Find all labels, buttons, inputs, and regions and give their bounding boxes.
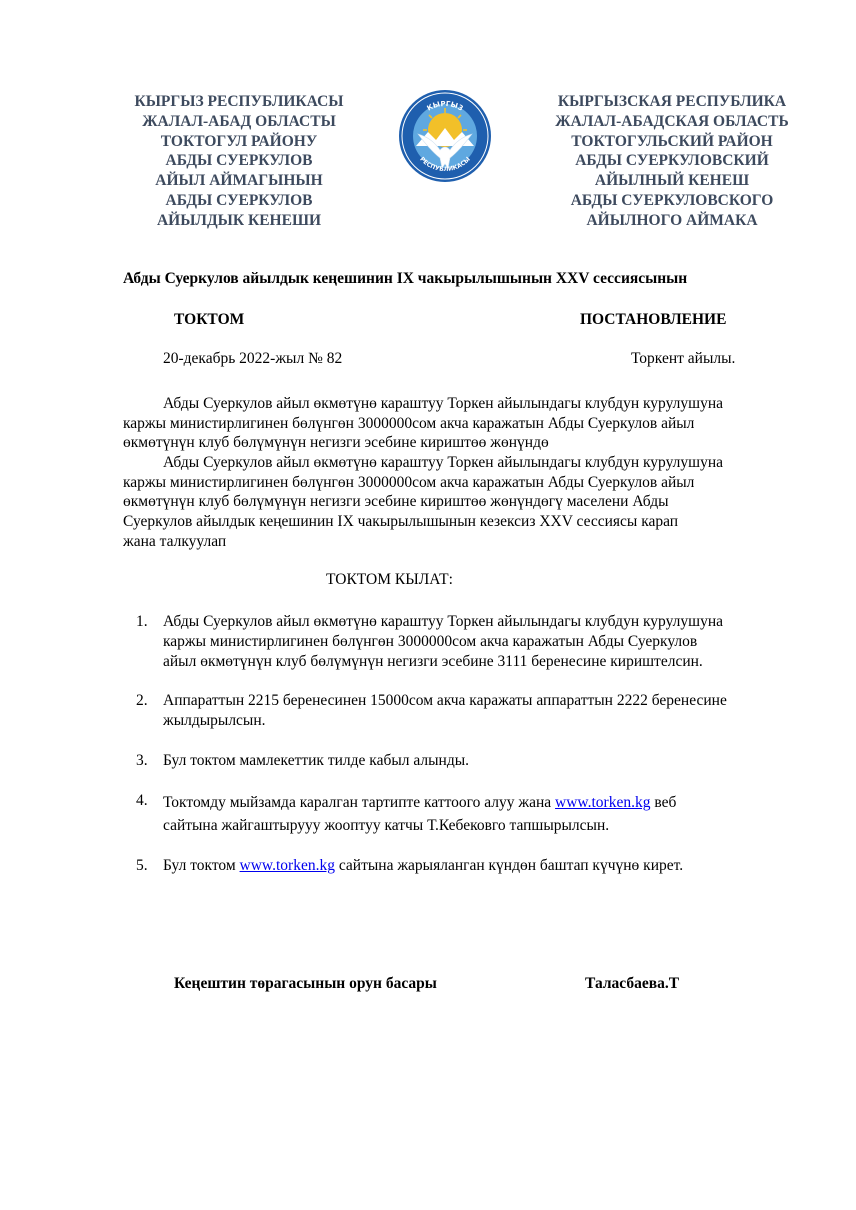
signatory-name: Таласбаева.Т <box>585 975 680 992</box>
paragraph-line: өкмөтүнүн клуб бөлүмүнүн негизги эсебине кириштөө жөнүндө <box>123 434 549 452</box>
list-item-text: Токтомду мыйзамда каралган тартипте каттоого алуу жана <box>163 794 556 811</box>
emblem-text-top: КЫРГЫЗ <box>425 99 465 113</box>
paragraph-line: каржы министирлигинен бөлүнгөн 3000000сом акча каражатын Абды Суеркулов айыл <box>123 414 695 432</box>
preamble-subject <box>123 394 803 453</box>
list-item-line: жылдырылсын. <box>163 712 266 729</box>
paragraph-line: каржы министирлигинен бөлүнгөн 3000000сом акча каражатын Абды Суеркулов айыл <box>123 473 695 491</box>
date-and-number: 20-декабрь 2022-жыл № 82 <box>163 350 343 367</box>
list-item-line: айыл өкмөтүнүн клуб бөлүмүнүн негизги эсебине 3111 беренесине кириштелсин. <box>163 653 703 670</box>
header-left-line: АБДЫ СУЕРКУЛОВ <box>165 191 313 209</box>
list-item-number: 5. <box>136 857 148 874</box>
list-item-line: сайтына жайгаштырууу жооптуу катчы Т.Кебековго тапшырылсын. <box>163 817 610 834</box>
list-item-number: 3. <box>136 752 148 769</box>
header-right-line: ЖАЛАЛ-АБАДСКАЯ ОБЛАСТЬ <box>555 112 789 130</box>
paragraph-line: Абды Суеркулов айыл өкмөтүнө караштуу Торкен айылындагы клубдун курулушуна <box>163 395 724 412</box>
list-item-text: сайтына жарыяланган күндөн баштап күчүнө кирет. <box>334 857 684 874</box>
header-left-line: ТОКТОГУЛ РАЙОНУ <box>160 132 318 150</box>
preamble-body <box>123 453 803 552</box>
list-item-line: каржы министирлигинен бөлүнгөн 3000000сом акча каражатын Абды Суеркулов <box>163 633 698 650</box>
list-item <box>136 856 816 876</box>
place-name: Торкент айылы. <box>631 350 736 367</box>
emblem-text-bottom: РЕСПУБЛИКАСЫ <box>418 155 472 174</box>
list-item-line: Аппараттын 2215 беренесинен 15000сом акча каражаты аппараттын 2222 беренесине <box>163 692 727 709</box>
list-item-number: 1. <box>136 613 148 630</box>
paragraph-line: Абды Суеркулов айыл өкмөтүнө караштуу Торкен айылындагы клубдун курулушуна <box>163 454 724 471</box>
header-left-line: ЖАЛАЛ-АБАД ОБЛАСТЫ <box>142 112 336 130</box>
list-item <box>136 751 816 771</box>
website-link[interactable]: www.torken.kg <box>555 794 651 811</box>
state-emblem-icon <box>396 88 494 184</box>
list-item-line: Бул токтом мамлекеттик тилде кабыл алынды. <box>163 752 469 769</box>
header-left-line: АЙЫЛДЫК КЕНЕШИ <box>156 211 322 229</box>
header-right-line: АБДЫ СУЕРКУЛОВСКОГО <box>570 191 774 209</box>
list-item <box>136 612 816 672</box>
website-link[interactable]: www.torken.kg <box>239 857 335 874</box>
signatory-role: Кеңештин төрагасынын орун басары <box>174 975 437 992</box>
header-left-kyrgyz <box>89 92 389 231</box>
header-right-russian <box>522 92 822 231</box>
doc-type-russian: ПОСТАНОВЛЕНИЕ <box>580 311 727 328</box>
list-item <box>136 791 816 837</box>
header-right-line: ТОКТОГУЛЬСКИЙ РАЙОН <box>571 132 773 150</box>
list-item-number: 2. <box>136 692 148 709</box>
list-item-text: Бул токтом <box>163 857 240 874</box>
paragraph-line: өкмөтүнүн клуб бөлүмүнүн негизги эсебине кириштөө жөнүндөгү маселени Абды <box>123 493 669 511</box>
header-right-line: АБДЫ СУЕРКУЛОВСКИЙ <box>575 152 769 170</box>
list-item-line: Абды Суеркулов айыл өкмөтүнө караштуу Торкен айылындагы клубдун курулушуна <box>163 613 724 630</box>
header-left-line: АЙЫЛ АЙМАГЫНЫН <box>155 172 323 190</box>
header-right-line: АЙЫЛНЫЙ КЕНЕШ <box>594 172 750 190</box>
session-title: Абды Суеркулов айылдык кеңешинин IX чакырылышынын XXV сессиясынын <box>123 270 688 287</box>
list-item <box>136 691 816 731</box>
decree-heading: ТОКТОМ КЫЛАТ: <box>326 571 453 588</box>
header-right-line: АЙЫЛНОГО АЙМАКА <box>586 211 758 229</box>
paragraph-line: жана талкуулап <box>123 532 227 550</box>
header-left-line: АБДЫ СУЕРКУЛОВ <box>165 152 313 170</box>
list-item-text: веб <box>650 794 677 811</box>
paragraph-line: Суеркулов айылдык кеңешинин IX чакырылышынын кезексиз XXV сессиясы карап <box>123 513 679 531</box>
doc-type-kyrgyz: ТОКТОМ <box>174 311 245 328</box>
header-right-line: КЫРГЫЗСКАЯ РЕСПУБЛИКА <box>557 93 787 110</box>
header-left-line: КЫРГЫЗ РЕСПУБЛИКАСЫ <box>134 93 344 110</box>
list-item-number: 4. <box>136 792 148 809</box>
